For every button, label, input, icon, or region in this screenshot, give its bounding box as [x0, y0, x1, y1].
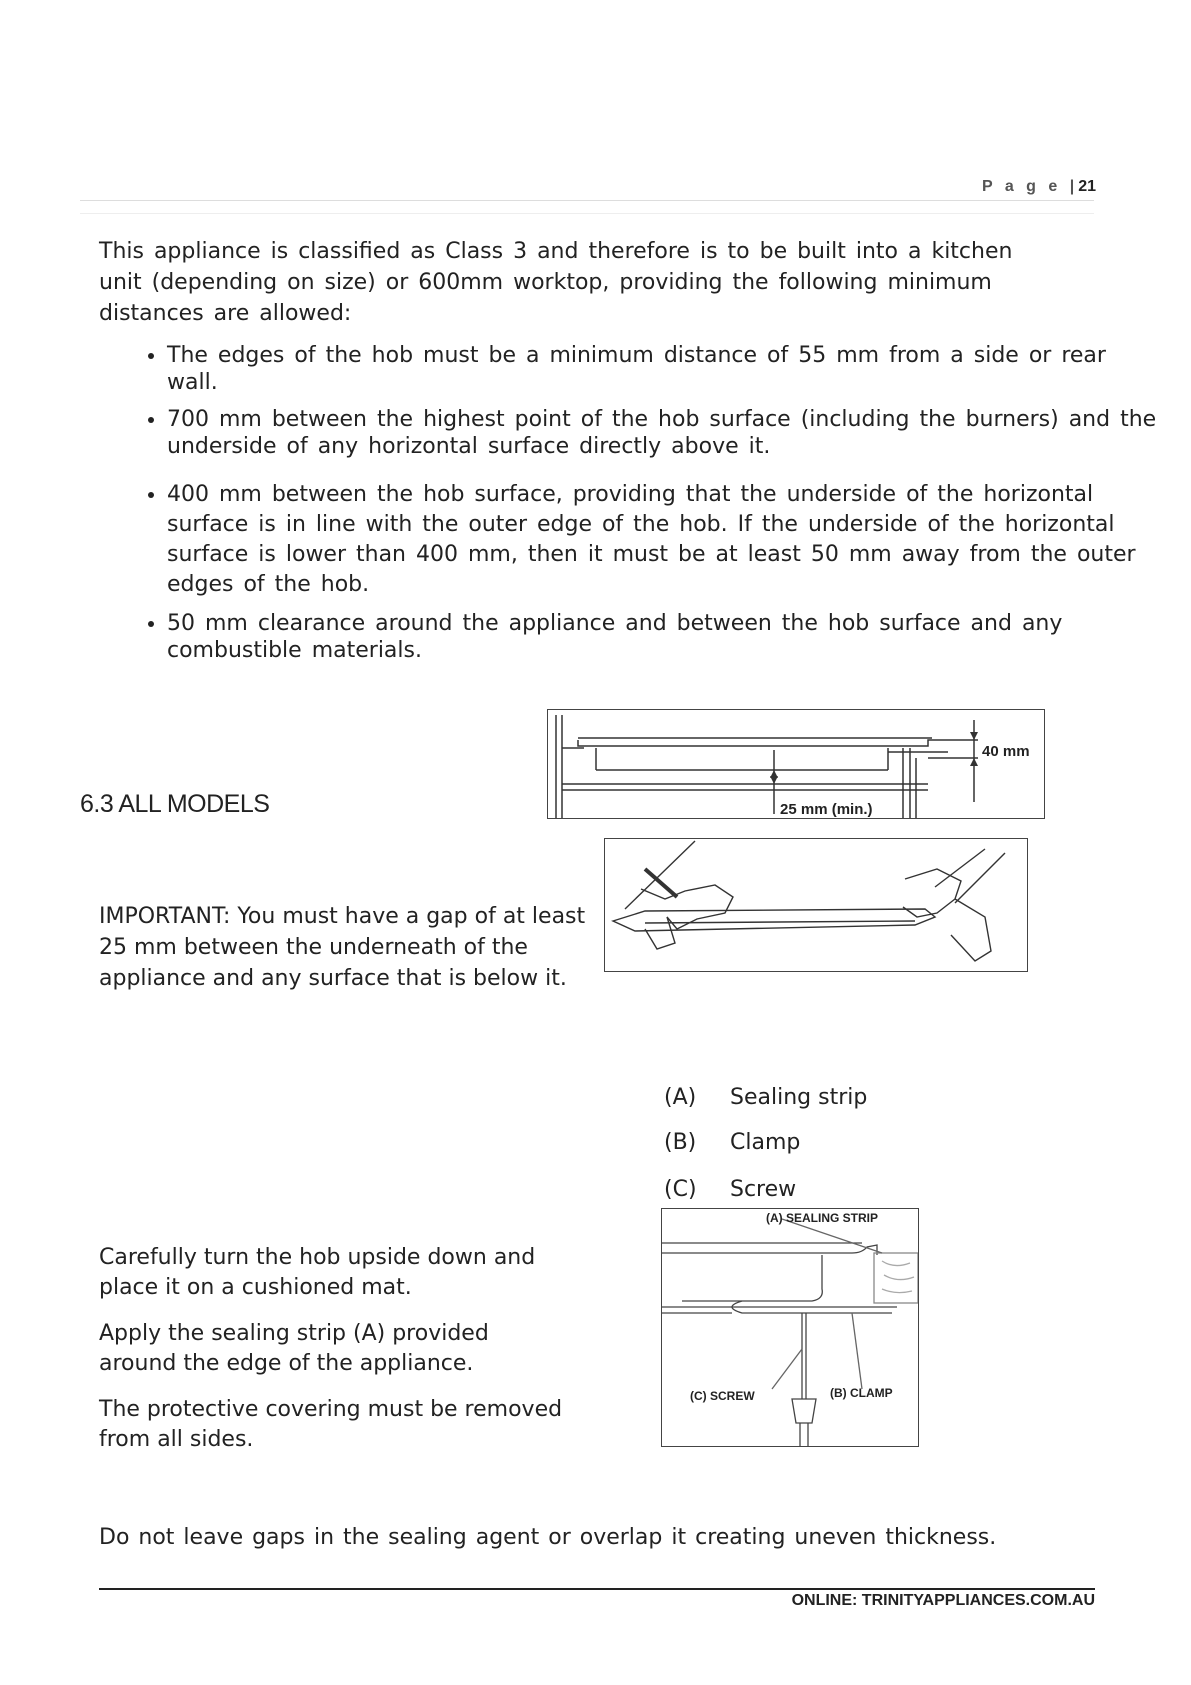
legend-item-c: (C) Screw	[664, 1177, 797, 1202]
footer-website: ONLINE: TRINITYAPPLIANCES.COM.AU	[791, 1592, 1095, 1609]
legend-item-b: (B) Clamp	[664, 1130, 801, 1155]
instruction-paragraph: The protective covering must be removed from all sides.	[99, 1397, 563, 1452]
dimension-label-top: 40 mm	[982, 743, 1030, 760]
list-item: • 700 mm between the highest point of the hob surface (including the burners) and the underside of any horizontal surface directly above it.	[167, 406, 1157, 460]
clearance-list	[99, 342, 1157, 674]
clearance-diagram	[547, 709, 1045, 819]
list-item: • 400 mm between the hob surface, providing that the underside of the horizontal surface is in line with the outer edge of the hob. If the underside of the horizontal surface is lower than 400 mm, then it must be at least 50 mm away from the outer edges of the hob.	[167, 480, 1157, 600]
dimension-label-bottom: 25 mm (min.)	[780, 801, 873, 818]
instruction-paragraph: Apply the sealing strip (A) provided around the edge of the appliance.	[99, 1321, 489, 1376]
sealing-clamp-diagram	[661, 1208, 919, 1447]
header-rule	[80, 200, 1094, 201]
hob-installation-drawing	[605, 839, 1027, 971]
label-screw: (C) SCREW	[690, 1389, 755, 1403]
installation-instructions	[99, 1243, 569, 1471]
header-rule-secondary	[80, 213, 1094, 214]
page-number: P a g e |21	[981, 178, 1096, 195]
intro-paragraph: This appliance is classified as Class 3 and therefore is to be built into a kitchen unit (depending on size) or 600mm worktop, providing the following minimum distances are allowed:	[99, 239, 1013, 326]
instruction-paragraph: Carefully turn the hob upside down and place it on a cushioned mat.	[99, 1245, 536, 1300]
section-heading: 6.3 ALL MODELS	[80, 790, 270, 818]
list-item: • The edges of the hob must be a minimum distance of 55 mm from a side or rear wall.	[167, 342, 1157, 396]
hob-installation-illustration	[604, 838, 1028, 972]
legend-item-a: (A) Sealing strip	[664, 1085, 868, 1110]
sealing-note: Do not leave gaps in the sealing agent or overlap it creating uneven thickness.	[99, 1525, 997, 1550]
footer-rule	[99, 1588, 1095, 1590]
sealing-clamp-drawing	[662, 1209, 918, 1446]
important-note: IMPORTANT: You must have a gap of at least 25 mm between the underneath of the appliance and any surface that is below it.	[99, 904, 586, 991]
list-item: • 50 mm clearance around the appliance and between the hob surface and any combustible materials.	[167, 610, 1157, 664]
label-sealing-strip: (A) SEALING STRIP	[766, 1211, 879, 1225]
clearance-diagram-drawing	[548, 710, 1044, 818]
label-clamp: (B) CLAMP	[830, 1386, 893, 1400]
